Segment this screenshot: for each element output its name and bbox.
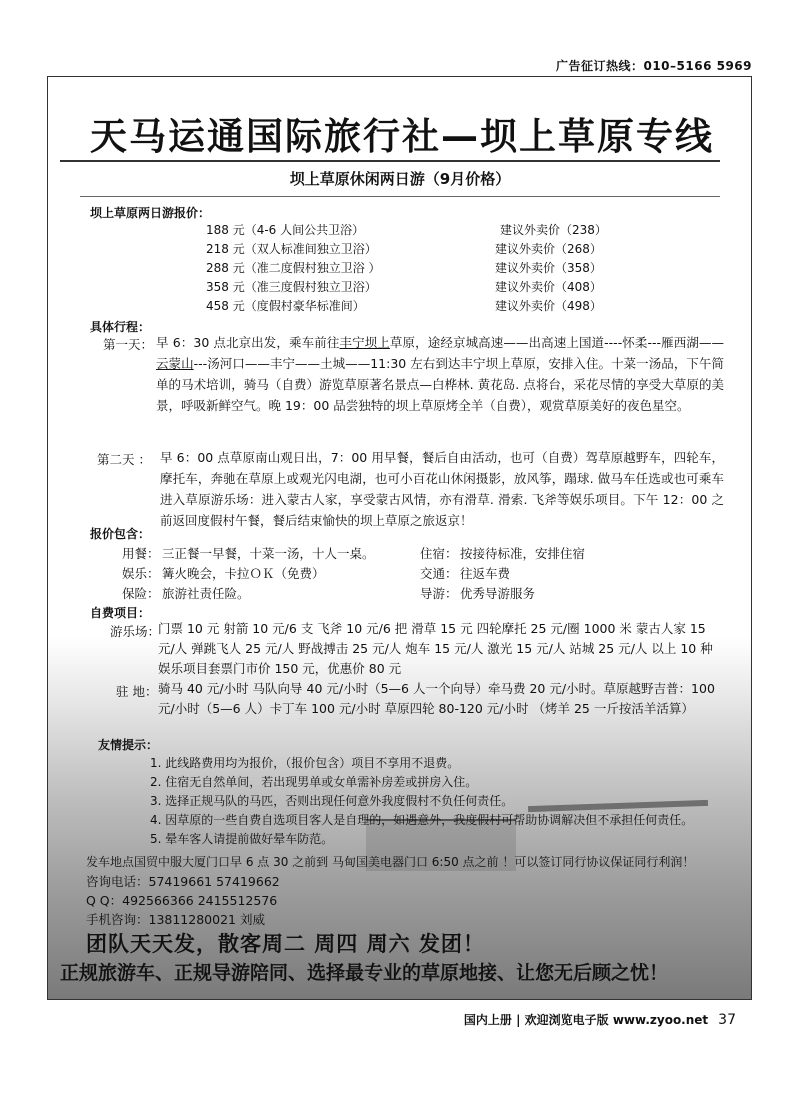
included-fun-value: 篝火晚会，卡拉ＯＫ（免费）	[162, 566, 325, 581]
qq-contact: Q Q：492566366 2415512576	[86, 893, 278, 908]
tip-5: 5. 晕车客人请提前做好晕车防范。	[150, 832, 334, 846]
price-suggest-2: 建议外卖价（268）	[495, 242, 602, 256]
tip-3: 3. 选择正规马队的马匹，否则出现任何意外我度假村不负任何责任。	[150, 794, 514, 808]
day2-label: 第二天 ：	[97, 452, 151, 467]
price-row-1: 188 元（4-6 人间公共卫浴）	[206, 223, 365, 237]
slogan-service: 正规旅游车、正规导游陪同、选择最专业的草原地接、让您无后顾之忧！	[60, 962, 669, 984]
selfpaid-park-label: 游乐场：	[110, 624, 161, 639]
tip-2: 2. 住宿无自然单间，若出现男单或女单需补房差或拼房入住。	[150, 775, 478, 789]
footer-text: 国内上册 | 欢迎浏览电子版 www.zyoo.net	[463, 1013, 709, 1027]
day1-text-b: 草原，途经京城高速——出高速上国道----怀柔---雁西湖——	[389, 335, 724, 350]
itinerary-heading: 具体行程：	[90, 320, 151, 334]
price-row-4: 358 元（准三度假村独立卫浴）	[206, 280, 377, 294]
included-insurance-value: 旅游社责任险。	[162, 586, 250, 601]
included-meal-label: 用餐：	[122, 546, 160, 561]
price-row-3: 288 元（准二度假村独立卫浴 ）	[206, 261, 381, 275]
day1-text-a: 早 6：30 点北京出发，乘车前往	[156, 335, 340, 350]
page-number: 37	[718, 1012, 736, 1028]
price-suggest-4: 建议外卖价（408）	[495, 280, 602, 294]
selfpaid-park-text: 门票 10 元 射箭 10 元/6 支 飞斧 10 元/6 把 滑草 15 元 四轮摩托 25 元/圈 1000 米 蒙古人家 15 元/人 弹跳飞人 25 元/人 野战搏击 25 元/人 炮车 15 元/人 激光 15 元/人 站城 25 元/人 以上 10 种娱乐项目套票门市价 150 元，优惠价 80 元	[158, 621, 713, 676]
slogan-departures: 团队天天发，散客周二 周四 周六 发团！	[86, 932, 485, 956]
mobile-contact: 手机咨询：13811280021 刘威	[86, 912, 265, 927]
day1-text	[156, 332, 724, 416]
price-suggest-1: 建议外卖价（238）	[500, 223, 607, 237]
departure-info: 发车地点国贸中服大厦门口早 6 点 30 之前到 马甸国美电器门口 6:50 点之前 ！可以签订同行协议保证同行利润！	[86, 855, 695, 869]
included-stay-value: 按接待标准，安排住宿	[460, 546, 586, 561]
page-title: 天马运通国际旅行社—坝上草原专线	[90, 115, 714, 158]
day1-place-fengning: 丰宁坝上	[339, 335, 390, 350]
page-subtitle: 坝上草原休闲两日游（9月价格）	[289, 170, 511, 188]
ad-hotline: 广告征订热线：010–5166 5969	[555, 59, 752, 73]
day1-text-c: ---汤河口——丰宁——土城——11:30 左右到达丰宁坝上草原，安排入住。十菜一汤品，下午简单的马术培训，骑马（自费）游览草原著名景点—白桦林. 黄花岛. 点将台，采花尽情的享受大草原的美景，呼吸新鲜空气。晚 19：00 品尝独特的坝上草原烤全羊（自费），观赏草原美好的夜色星空。	[156, 356, 724, 413]
pricing-heading: 坝上草原两日游报价：	[90, 206, 211, 220]
consult-phone: 咨询电话：57419661 57419662	[86, 874, 280, 889]
included-meal-value: 三正餐一早餐，十菜一汤，十人一桌。	[162, 546, 375, 561]
included-heading: 报价包含：	[90, 527, 151, 541]
price-suggest-3: 建议外卖价（358）	[495, 261, 602, 275]
tips-heading: 友情提示：	[98, 738, 159, 752]
price-row-5: 458 元（度假村豪华标准间）	[206, 299, 365, 313]
page-footer	[464, 1011, 736, 1028]
selfpaid-heading: 自费项目：	[90, 606, 151, 620]
included-guide-label: 导游：	[420, 586, 458, 601]
selfpaid-base-label: 驻 地：	[116, 684, 158, 699]
selfpaid-base-text: 骑马 40 元/小时 马队向导 40 元/小时（5—6 人一个向导）牵马费 20 元/小时。草原越野吉普：100 元/小时（5—6 人）卡丁车 100 元/小时 草原四轮 80-120 元/小时 （烤羊 25 一斤按活羊活算）	[158, 681, 715, 716]
tip-1: 1. 此线路费用均为报价，（报价包含）项目不享用不退费。	[150, 756, 460, 770]
included-guide-value: 优秀导游服务	[460, 586, 536, 601]
included-fun-label: 娱乐：	[122, 566, 160, 581]
day2-text: 早 6：00 点草原南山观日出，7：00 用早餐，餐后自由活动，也可（自费）驾草原越野车，四轮车，摩托车，奔驰在草原上或观光闪电湖，也可小百花山休闲摄影，放风筝，蹋球. 做马车任选或也可乘车进入草原游乐场：进入蒙古人家，享受蒙古风情，亦有滑草. 滑索. 飞斧等娱乐项目。下午 12：00 之前返回度假村午餐，餐后结束愉快的坝上草原之旅返京！	[160, 450, 724, 528]
included-stay-label: 住宿：	[420, 546, 458, 561]
included-transport-label: 交通：	[420, 566, 458, 581]
title-divider	[60, 160, 720, 162]
day1-place-yunmeng: 云蒙山	[156, 356, 194, 371]
price-row-2: 218 元（双人标准间独立卫浴）	[206, 242, 377, 256]
included-insurance-label: 保险：	[122, 586, 160, 601]
included-transport-value: 往返车费	[460, 566, 511, 581]
tip-4: 4. 因草原的一些自费自选项目客人是自理的，如遇意外，我度假村可帮助协调解决但不承担任何责任。	[150, 813, 694, 827]
day1-label: 第一天：	[103, 337, 154, 352]
subtitle-divider	[80, 196, 720, 197]
price-suggest-5: 建议外卖价（498）	[495, 299, 602, 313]
